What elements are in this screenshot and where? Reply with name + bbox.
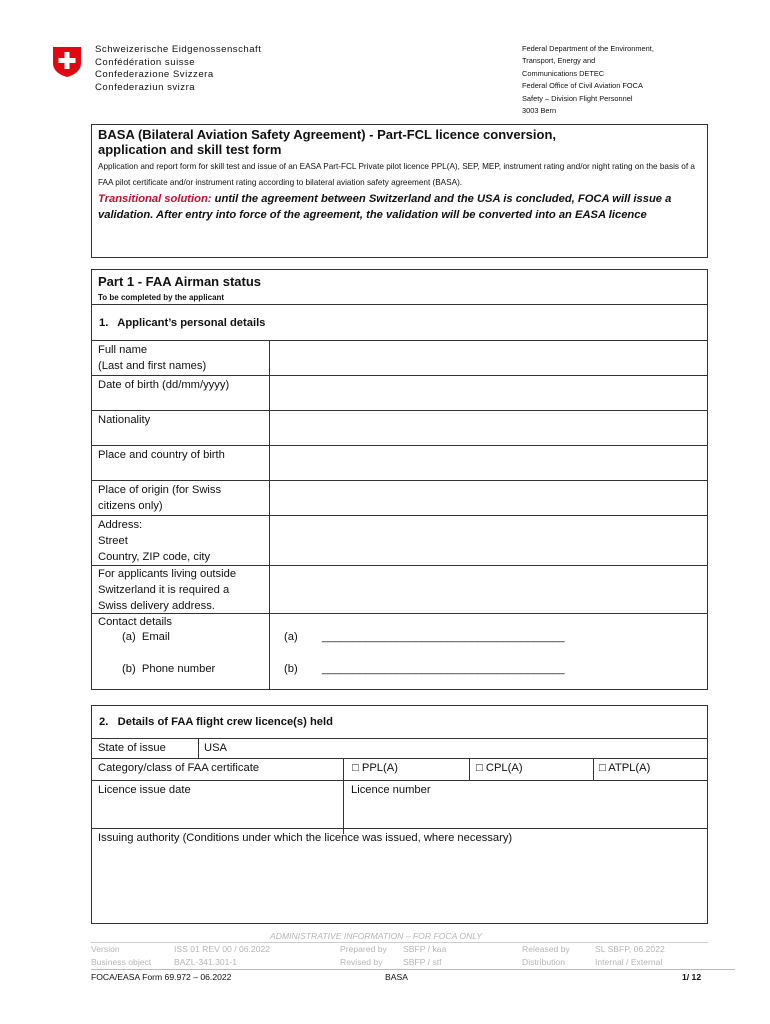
ppl-checkbox[interactable]: □ PPL(A)	[352, 762, 398, 774]
dept-line: Communications DETEC	[522, 68, 605, 78]
dob-field[interactable]	[270, 376, 707, 410]
prepared-label: Prepared by	[340, 944, 387, 954]
form-id: FOCA/EASA Form 69.972 – 06.2022	[91, 972, 232, 982]
version-label: Version	[91, 944, 120, 954]
swiss-delivery-label: For applicants living outside Switzerland it is required a Swiss delivery address.	[98, 568, 237, 612]
state-of-issue-label: State of issue	[98, 742, 166, 754]
place-of-origin-label: Place of origin (for Swiss citizens only)	[98, 484, 222, 512]
dept-line: Federal Office of Civil Aviation FOCA	[522, 81, 643, 91]
transitional-text: until the agreement between Switzerland and the USA is concluded, FOCA will issue a validation. After entry into force of the agreement, the validation will be converted into an EASA licence	[98, 193, 672, 221]
form-title-line2: application and skill test form	[98, 142, 282, 157]
part2-section	[91, 705, 708, 924]
confederation-fr: Confédération suisse	[95, 56, 196, 68]
place-of-birth-field[interactable]	[270, 446, 707, 480]
phone-input[interactable]: _______________________________________	[322, 663, 565, 675]
full-name-label: Full name (Last and first names)	[98, 344, 207, 372]
atpl-checkbox[interactable]: □ ATPL(A)	[599, 762, 651, 774]
released-value: SL SBFP, 06.2022	[595, 944, 665, 954]
footer-basa: BASA	[385, 972, 408, 982]
email-input[interactable]: _______________________________________	[322, 631, 565, 643]
nationality-field[interactable]	[270, 411, 707, 445]
business-object-label: Business object	[91, 957, 152, 967]
business-object-value: BAZL-341.301-1	[174, 957, 238, 967]
place-of-origin-field[interactable]	[270, 481, 707, 515]
contact-details-label: Contact details	[98, 616, 173, 628]
page-number: 1/ 12	[682, 972, 702, 982]
prepared-value: SBFP / kaa	[403, 944, 447, 954]
nationality-label: Nationality	[98, 414, 151, 426]
distribution-label: Distribution	[522, 957, 565, 967]
category-class-label: Category/class of FAA certificate	[98, 762, 260, 774]
part1-heading: Part 1 - FAA Airman status	[98, 274, 262, 289]
form-title-box	[91, 124, 708, 258]
distribution-value: Internal / External	[595, 957, 663, 967]
address-label: Address: Street Country, ZIP code, city	[98, 519, 211, 563]
place-of-birth-label: Place and country of birth	[98, 449, 225, 461]
issuing-authority-field[interactable]	[93, 848, 706, 922]
transitional-label: Transitional solution:	[98, 193, 212, 205]
section2-title: 2. Details of FAA flight crew licence(s) held	[99, 716, 333, 728]
email-label: (a) Email	[122, 631, 170, 643]
revised-label: Revised by	[340, 957, 383, 967]
form-title	[98, 127, 701, 157]
revised-value: SBFP / stf	[403, 957, 442, 967]
cpl-checkbox[interactable]: □ CPL(A)	[476, 762, 523, 774]
confederation-de: Schweizerische Eidgenossenschaft	[95, 44, 262, 55]
transitional-note	[98, 191, 701, 223]
form-title-line1: BASA (Bilateral Aviation Safety Agreement) - Part-FCL licence conversion,	[98, 127, 557, 142]
licence-number-label: Licence number	[351, 784, 431, 796]
address-field[interactable]	[270, 516, 707, 565]
phone-marker: (b)	[284, 663, 298, 675]
version-value: ISS 01 REV 00 / 06.2022	[174, 944, 271, 954]
part1-section	[91, 269, 708, 690]
dept-line: 3003 Bern	[522, 106, 557, 116]
dob-label: Date of birth (dd/mm/yyyy)	[98, 379, 230, 391]
confederation-rm: Confederaziun svizra	[95, 81, 196, 93]
email-marker: (a)	[284, 631, 298, 643]
dept-line: Federal Department of the Environment,	[522, 44, 654, 53]
confederation-names	[95, 44, 261, 94]
dept-line: Transport, Energy and	[522, 56, 596, 66]
confederation-it: Confederazione Svizzera	[95, 69, 214, 81]
part1-subheading: To be completed by the applicant	[98, 293, 225, 302]
swiss-coat-of-arms-icon	[52, 46, 82, 78]
issuing-authority-label: Issuing authority (Conditions under which the licence was issued, where necessary)	[98, 832, 513, 844]
state-of-issue-value: USA	[204, 742, 228, 754]
full-name-field[interactable]	[270, 341, 707, 375]
form-description: Application and report form for skill test and issue of an EASA Part-FCL Private pilot licence PPL(A), SEP, MEP, instrument rating and/or night rating on the basis of a FAA pilot certificate and/or instrument rating according to bilateral aviation safety agreement (BASA).	[98, 162, 695, 187]
department-address	[522, 43, 654, 117]
swiss-delivery-field[interactable]	[270, 566, 707, 613]
section1-title: 1. Applicant’s personal details	[99, 317, 266, 329]
dept-line: Safety – Division Flight Personnel	[522, 93, 633, 103]
phone-label: (b) Phone number	[122, 663, 216, 675]
licence-issue-date-label: Licence issue date	[98, 784, 191, 796]
released-label: Released by	[522, 944, 570, 954]
admin-info-heading: ADMINISTRATIVE INFORMATION – FOR FOCA ONLY	[270, 931, 482, 941]
